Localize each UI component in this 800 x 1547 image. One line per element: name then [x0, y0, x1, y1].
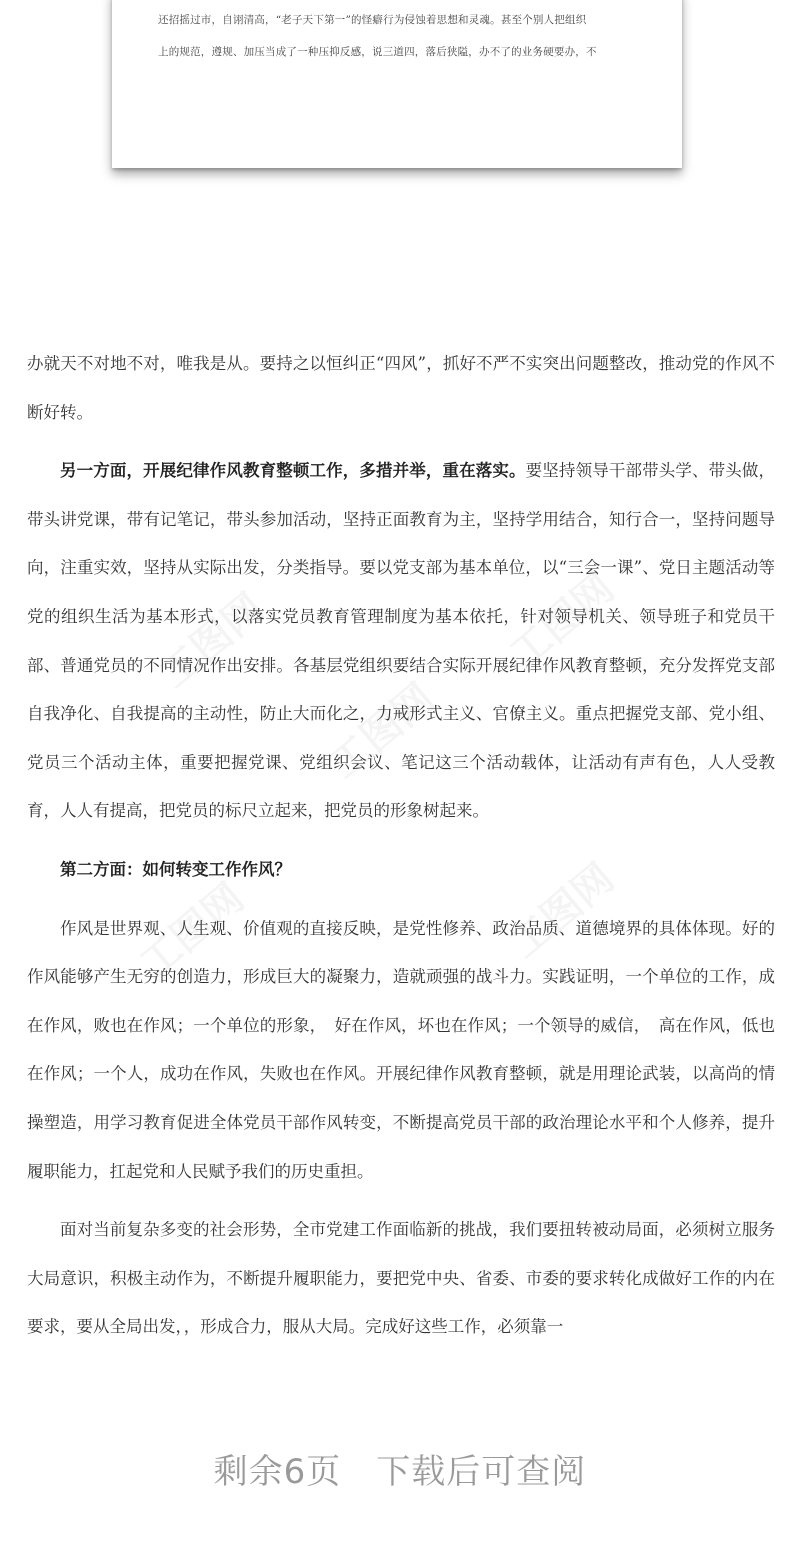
paragraph: 面对当前复杂多变的社会形势，全市党建工作面临新的挑战，我们要扭转被动局面，必须树立服务大局意识，积极主动作为，不断提升履职能力，要把党中央、省委、市委的要求转化成做好工作的内在要求，要从全局出发，，形成合力，服从大局。完成好这些工作，必须靠一 — [27, 1220, 775, 1337]
remaining-pages-prompt[interactable]: 剩余6页 下载后可查阅 — [213, 1452, 587, 1492]
page-preview-card — [112, 0, 682, 168]
preview-text-line: 上的规范，遵规、加压当成了一种压抑反感，说三道四，落后狭隘，办不了的业务硬要办，不 — [158, 46, 597, 58]
document-body — [27, 340, 775, 1352]
section-heading: 第二方面：如何转变工作作风？ — [60, 859, 291, 879]
paragraph-lead: 另一方面，开展纪律作风教育整顿工作，多措并举，重在落实。 — [60, 461, 526, 481]
paragraph: 作风是世界观、人生观、价值观的直接反映，是党性修养、政治品质、道德境界的具体体现。好的作风能够产生无穷的创造力，形成巨大的凝聚力，造就顽强的战斗力。实践证明，一个单位的工作，成在作风，败也在作风；一个单位的形象， 好在作风，坏也在作风；一个领导的威信， 高在作风，低也在作风；一个人，成功在作风，失败也在作风。开展纪律作风教育整顿，就是用理论武装，以高尚的情操塑造，用学习教育促进全体党员干部作风转变，不断提高党员干部的政治理论水平和个人修养，提升履职能力，扛起党和人民赋予我们的历史重担。 — [27, 918, 775, 1181]
paragraph — [27, 447, 775, 836]
paragraph: 办就天不对地不对，唯我是从。要持之以恒纠正“四风”，抓好不严不实突出问题整改，推动党的作风不断好转。 — [27, 354, 775, 422]
preview-text-line: 还招摇过市，自诩清高，“老子天下第一”的怪癖行为侵蚀着思想和灵魂。甚至个别人把组织 — [158, 14, 587, 26]
paragraph-text: 要坚持领导干部带头学、带头做，带头讲党课，带有记笔记，带头参加活动，坚持正面教育为主，坚持学用结合，知行合一，坚持问题导向，注重实效，坚持从实际出发，分类指导。要以党支部为基本单位，以“三会一课”、党日主题活动等党的组织生活为基本形式，以落实党员教育管理制度为基本依托，针对领导机关、领导班子和党员干部、普通党员的不同情况作出安排。各基层党组织要结合实际开展纪律作风教育整顿，充分发挥党支部自我净化、自我提高的主动性，防止大而化之，力戒形式主义、官僚主义。重点把握党支部、党小组、党员三个活动主体，重要把握党课、党组织会议、笔记这三个活动载体，让活动有声有色，人人受教育，人人有提高，把党员的标尺立起来，把党员的形象树起来。 — [27, 461, 776, 821]
